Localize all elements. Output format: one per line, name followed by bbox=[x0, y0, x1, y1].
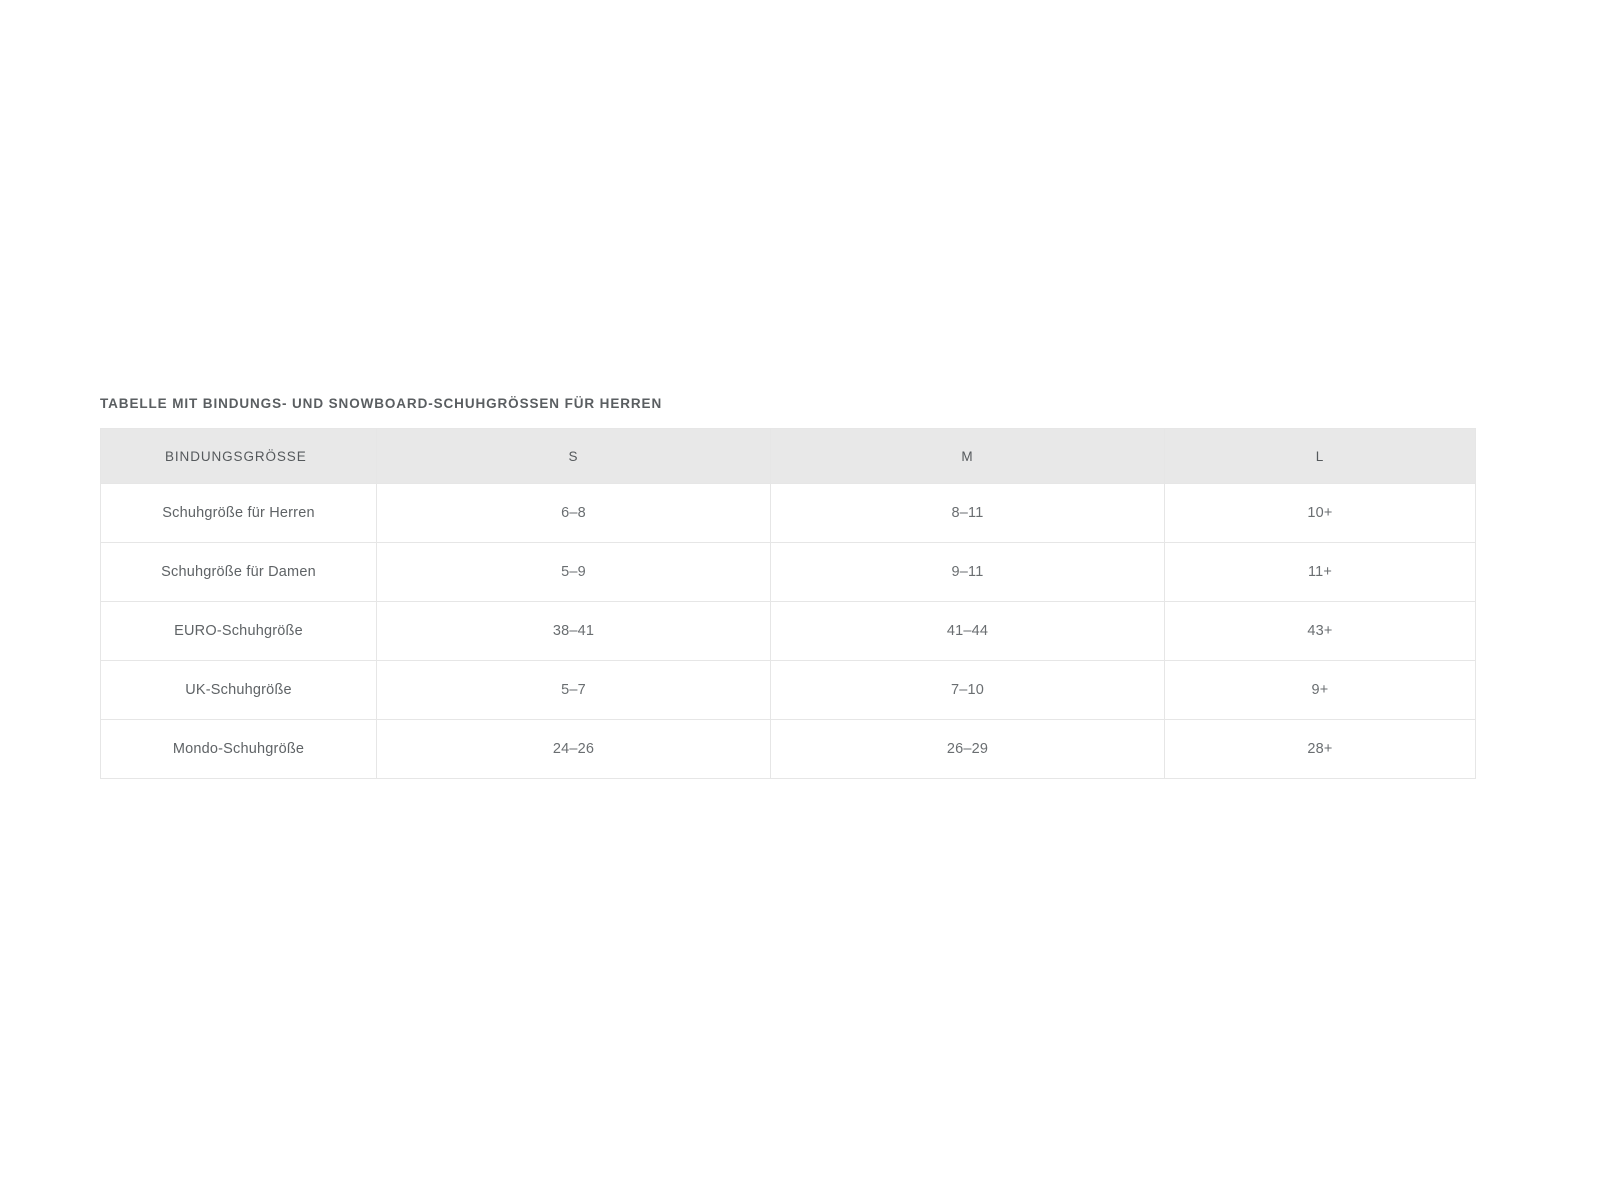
cell-s: 38–41 bbox=[377, 602, 771, 661]
row-label: Schuhgröße für Herren bbox=[101, 484, 377, 543]
cell-s: 5–7 bbox=[377, 661, 771, 720]
table-row bbox=[101, 720, 1476, 779]
cell-m: 8–11 bbox=[771, 484, 1165, 543]
column-header-m: M bbox=[771, 429, 1165, 484]
cell-m: 9–11 bbox=[771, 543, 1165, 602]
table-caption: TABELLE MIT BINDUNGS- UND SNOWBOARD-SCHUHGRÖSSEN FÜR HERREN bbox=[100, 396, 663, 411]
cell-l: 9+ bbox=[1165, 661, 1476, 720]
row-label: EURO-Schuhgröße bbox=[101, 602, 377, 661]
cell-l: 10+ bbox=[1165, 484, 1476, 543]
table-row bbox=[101, 484, 1476, 543]
cell-l: 43+ bbox=[1165, 602, 1476, 661]
column-header-binding-size: BINDUNGSGRÖSSE bbox=[101, 429, 377, 484]
table-header bbox=[101, 429, 1476, 484]
table-header-row bbox=[101, 429, 1476, 484]
size-chart-block bbox=[100, 396, 1520, 779]
table-row bbox=[101, 543, 1476, 602]
cell-m: 7–10 bbox=[771, 661, 1165, 720]
cell-s: 24–26 bbox=[377, 720, 771, 779]
size-table bbox=[100, 428, 1476, 779]
table-row bbox=[101, 661, 1476, 720]
cell-l: 11+ bbox=[1165, 543, 1476, 602]
row-label: Schuhgröße für Damen bbox=[101, 543, 377, 602]
row-label: UK-Schuhgröße bbox=[101, 661, 377, 720]
table-row bbox=[101, 602, 1476, 661]
column-header-l: L bbox=[1165, 429, 1476, 484]
cell-l: 28+ bbox=[1165, 720, 1476, 779]
column-header-s: S bbox=[377, 429, 771, 484]
cell-s: 5–9 bbox=[377, 543, 771, 602]
row-label: Mondo-Schuhgröße bbox=[101, 720, 377, 779]
cell-m: 41–44 bbox=[771, 602, 1165, 661]
cell-s: 6–8 bbox=[377, 484, 771, 543]
cell-m: 26–29 bbox=[771, 720, 1165, 779]
table-body bbox=[101, 484, 1476, 779]
